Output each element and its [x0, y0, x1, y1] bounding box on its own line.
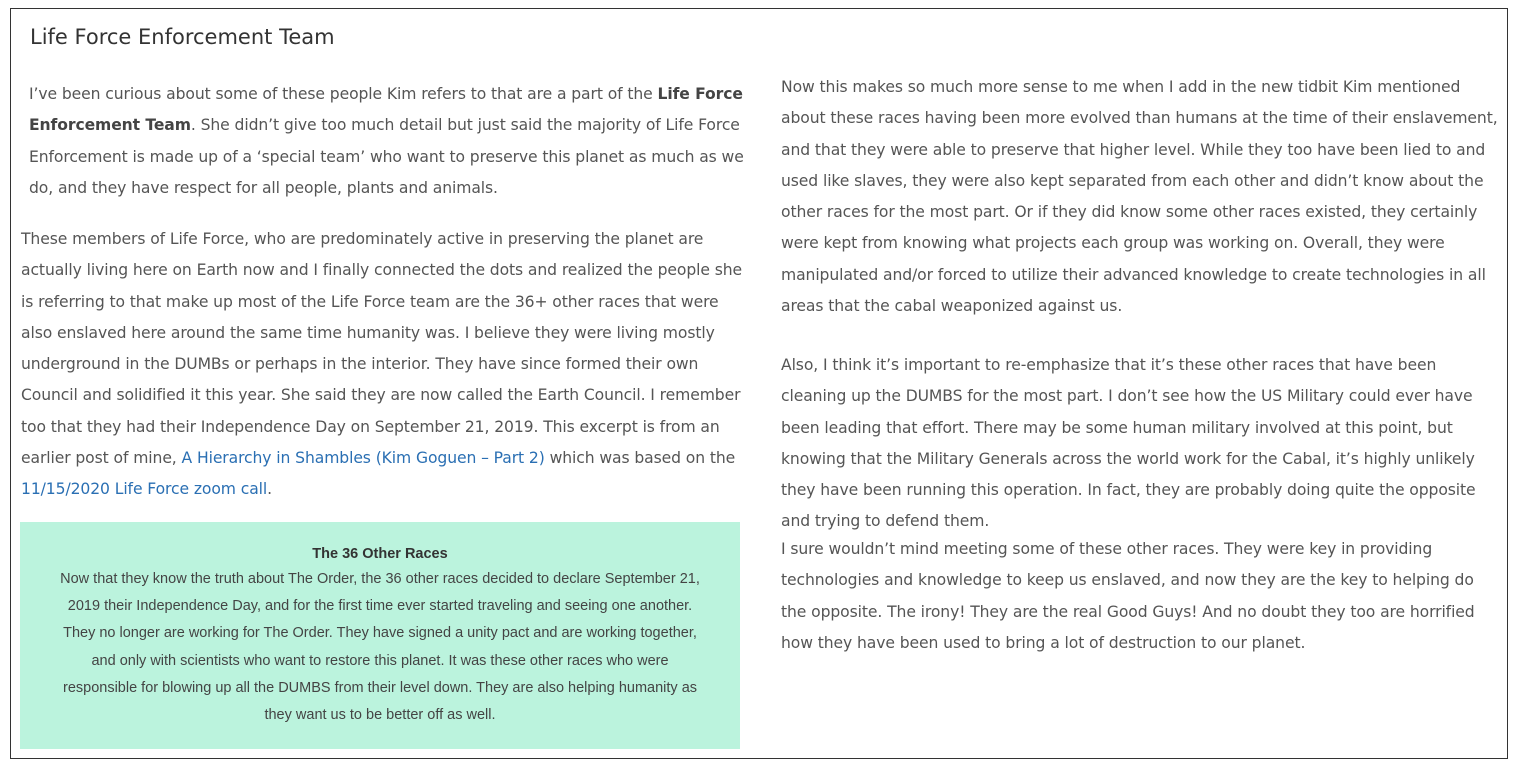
- left-paragraph-members: [21, 224, 745, 506]
- intro-text-before: I’ve been curious about some of these people Kim refers to that are a part of the: [29, 85, 658, 103]
- link-life-force-zoom-call[interactable]: 11/15/2020 Life Force zoom call: [21, 480, 268, 499]
- right-paragraph-dumbs: Also, I think it’s important to re-emphasize that it’s these other races that have been cleaning up the DUMBS for the most part. I don’t see how the US Military could ever have been leading that effort. There may be some human military involved at this point, but knowing that the Military Generals across the world work for the Cabal, it’s highly unlikely they have been running this operation. In fact, they are probably doing quite the opposite and trying to defend them.: [781, 356, 1476, 531]
- left-paragraph-intro: [29, 79, 749, 204]
- intro-text-after: . She didn’t give too much detail but just said the majority of Life Force Enforcement is made up of a ‘special team’ who want to preserve this planet as much as we do, and they have respect for all people, plants and animals.: [29, 116, 744, 197]
- callout-body: Now that they know the truth about The Order, the 36 other races decided to declare September 21, 2019 their Independence Day, and for the first time ever started traveling and seeing one another. They no longer are working for The Order. They have signed a unity pact and are working together, and only with scientists who want to restore this planet. It was these other races who were responsible for blowing up all the DUMBS from their level down. They are also helping humanity as they want us to be better off as well.: [60, 571, 700, 724]
- members-text-middle: which was based on the: [544, 449, 736, 468]
- right-paragraph-evolved: Now this makes so much more sense to me when I add in the new tidbit Kim mentioned about these races having been more evolved than humans at the time of their enslavement, and that they were able to preserve that higher level. While they too have been lied to and used like slaves, they were also kept separated from each other and didn’t know about the other races for the most part. Or if they did know some other races existed, they certainly were kept from knowing what projects each group was working on. Overall, they were manipulated and/or forced to utilize their advanced knowledge to create technologies in all areas that the cabal weaponized against us.: [781, 78, 1498, 316]
- callout-title: The 36 Other Races: [312, 546, 448, 562]
- excerpt-callout-box: [20, 522, 740, 749]
- article-frame: [10, 8, 1508, 759]
- members-text: These members of Life Force, who are predominately active in preserving the planet are actually living here on Earth now and I finally connected the dots and realized the people she is referring to that make up most of the Life Force team are the 36+ other races that were also enslaved here around the same time humanity was. I believe they were living mostly underground in the DUMBs or perhaps in the interior. They have since formed their own Council and solidified it this year. She said they are now called the Earth Council. I remember too that they had their Independence Day on September 21, 2019. This excerpt is from an earlier post of mine,: [21, 230, 743, 468]
- article-title: Life Force Enforcement Team: [30, 25, 335, 49]
- intro-bold-team-name: Life Force Enforcement Team: [29, 85, 743, 135]
- members-text-end: .: [267, 480, 273, 499]
- right-paragraph-meeting: I sure wouldn’t mind meeting some of these other races. They were key in providing technologies and knowledge to keep us enslaved, and now they are the key to helping do the opposite. The irony! They are the real Good Guys! And no doubt they too are horrified how they have been used to bring a lot of destruction to our planet.: [781, 540, 1475, 652]
- link-hierarchy-in-shambles[interactable]: A Hierarchy in Shambles (Kim Goguen – Part 2): [181, 449, 545, 468]
